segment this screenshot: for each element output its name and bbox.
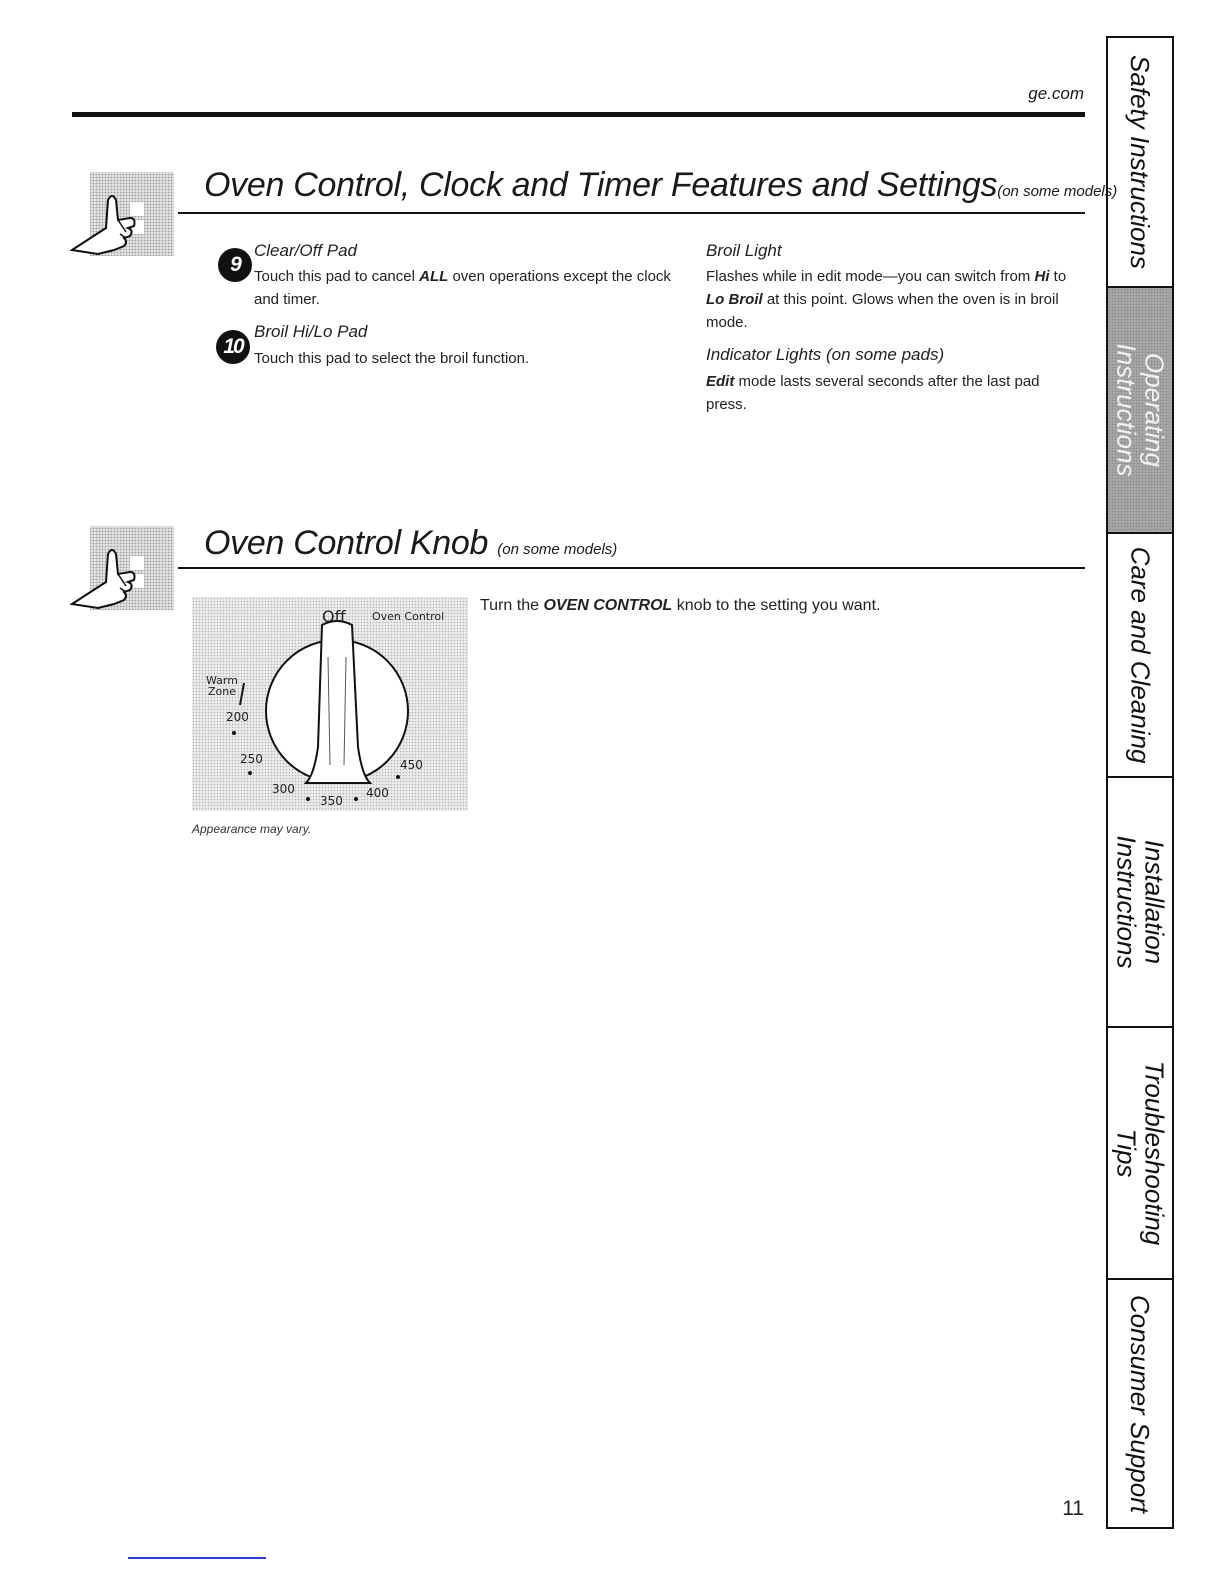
tab-label-line: Troubleshooting: [1139, 1060, 1169, 1246]
header-rule: [72, 112, 1085, 117]
text-part: knob to the setting you want.: [672, 597, 881, 614]
bottom-link-underline: [128, 1557, 266, 1559]
knob-350-label: 350: [320, 794, 343, 808]
section-title-oven-control: [204, 166, 1117, 205]
text-emphasis: ALL: [419, 268, 449, 285]
oven-control-knob-illustration: [192, 597, 468, 811]
site-url: ge.com: [1028, 84, 1084, 103]
knob-off-label: Off: [322, 607, 346, 626]
tab-label: [1112, 344, 1168, 477]
tab-label-line: Instructions: [1111, 835, 1142, 969]
tab-consumer-support[interactable]: [1108, 1278, 1172, 1527]
tab-troubleshooting-tips[interactable]: [1108, 1026, 1172, 1278]
text-part: Flashes while in edit mode—you can switch from: [706, 268, 1035, 285]
tab-label: Consumer Support: [1125, 1294, 1156, 1513]
text-part: oven operations except the clock and timer.: [254, 268, 671, 308]
indicator-lights-text: [706, 370, 1078, 416]
knob-250-label: 250: [240, 752, 263, 766]
broil-pad-text: Touch this pad to select the broil function.: [254, 350, 530, 367]
tab-label: [1112, 1061, 1168, 1246]
text-emphasis: OVEN CONTROL: [543, 597, 673, 614]
text-part: mode lasts several seconds after the last pad press.: [706, 373, 1040, 413]
item-number-badge: 9: [218, 248, 252, 282]
broil-light-label: Broil Light: [706, 241, 782, 260]
knob-450-label: 450: [400, 758, 423, 772]
broil-light-text: [706, 265, 1078, 334]
tab-label: Care and Cleaning: [1125, 546, 1155, 764]
tab-care-and-cleaning[interactable]: [1108, 532, 1172, 776]
text-part: at this point. Glows when the oven is in broil mode.: [706, 291, 1059, 331]
knob-oven-control-label: Oven Control: [372, 610, 445, 623]
knob-400-label: 400: [366, 786, 389, 800]
tab-operating-instructions[interactable]: [1108, 286, 1172, 532]
tab-label-line: Installation: [1139, 839, 1170, 965]
text-part: Touch this pad to cancel: [254, 268, 420, 285]
knob-200-label: 200: [226, 710, 249, 724]
section-rule: [178, 567, 1085, 569]
section-title-knob: [204, 524, 617, 563]
tab-label-line: Tips: [1111, 1128, 1141, 1178]
tab-label: Safety Instructions: [1125, 55, 1156, 269]
text-part: to: [1049, 268, 1067, 285]
text-part: Turn the: [480, 597, 544, 614]
text-emphasis: Edit: [706, 373, 735, 390]
section-title-text: Oven Control Knob: [204, 524, 489, 562]
knob-instruction-text: [480, 597, 880, 615]
tab-safety-instructions[interactable]: [1108, 38, 1172, 286]
clear-off-pad-text: [254, 265, 674, 311]
hand-pointer-icon: [68, 170, 176, 260]
indicator-lights-label: Indicator Lights (on some pads): [706, 345, 945, 364]
section-title-text: Oven Control, Clock and Timer Features and Settings: [204, 166, 998, 204]
knob-warm-label: Warm: [206, 674, 238, 687]
tab-label-line: Operating: [1139, 352, 1170, 468]
knob-zone-label: Zone: [208, 685, 237, 698]
tab-installation-instructions[interactable]: [1108, 776, 1172, 1026]
text-emphasis: Lo Broil: [706, 291, 763, 308]
section-title-note: (on some models): [497, 541, 618, 558]
clear-off-pad-label: Clear/Off Pad: [254, 241, 357, 260]
tab-label: [1112, 836, 1168, 969]
section-rule: [178, 212, 1085, 214]
item-number-badge: 10: [216, 330, 250, 364]
tab-label-line: Instructions: [1111, 343, 1142, 477]
side-tab-strip: [1106, 36, 1174, 1529]
knob-300-label: 300: [272, 782, 295, 796]
hand-pointer-icon: [68, 524, 176, 614]
page-number: 11: [1062, 1497, 1084, 1520]
appearance-caption: Appearance may vary.: [192, 822, 312, 836]
broil-pad-label: Broil Hi/Lo Pad: [254, 322, 368, 341]
section-title-note: (on some models): [997, 183, 1118, 200]
text-emphasis: Hi: [1034, 268, 1050, 285]
